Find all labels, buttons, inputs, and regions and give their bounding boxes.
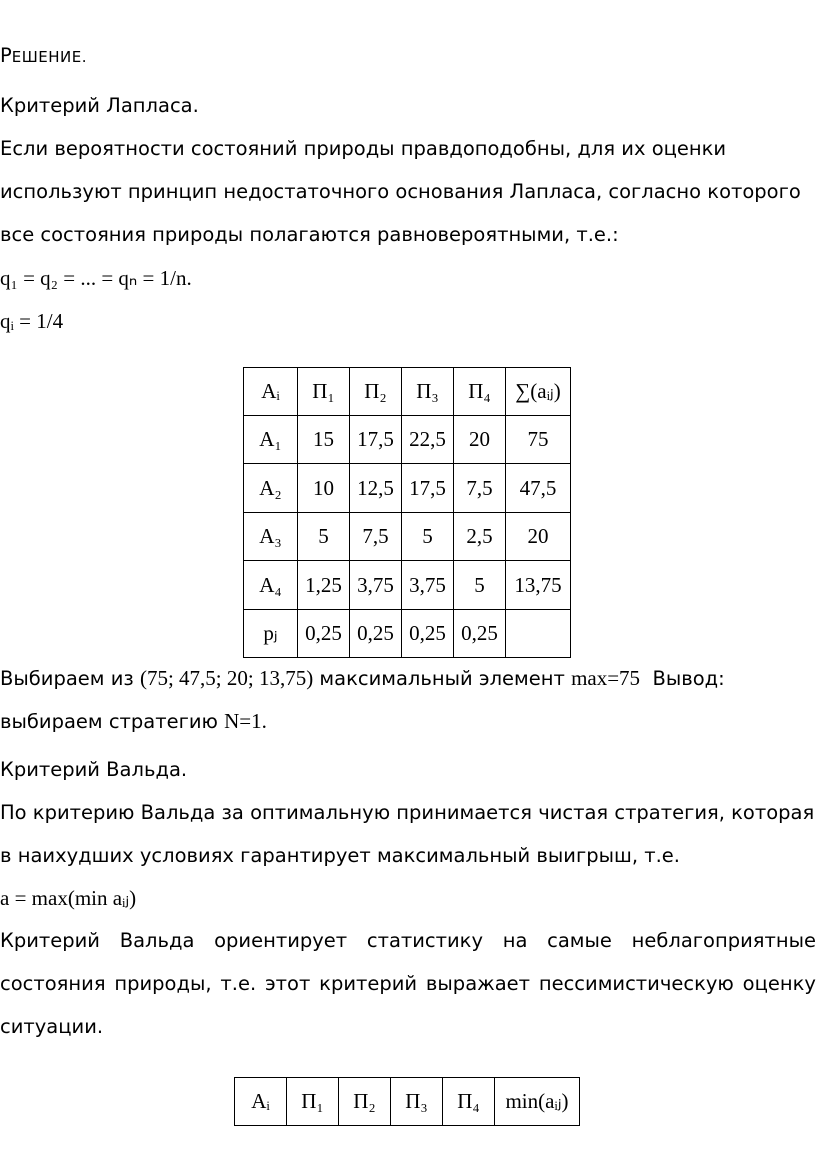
conclusion-strategy: N=1. (224, 709, 267, 733)
word: т.е. (220, 972, 257, 995)
header-cell-state-2: П₂ (350, 368, 402, 416)
wald-title: Критерий Вальда. (0, 758, 188, 781)
table-row (244, 416, 571, 464)
table-cell: 3,75 (402, 561, 454, 610)
section-heading: РЕШЕНИЕ. (0, 44, 88, 67)
choice-values: (75; 47,5; 20; 13,75) (139, 666, 314, 690)
table-cell: 17,5 (402, 464, 454, 513)
wald-formula: a = max(min aᵢⱼ) (0, 886, 137, 910)
table-cell: 12,5 (350, 464, 402, 513)
table-row (244, 561, 571, 610)
header-cell-state-1: П₁ (287, 1078, 339, 1126)
word: на (502, 929, 528, 952)
choice-text-a: Выбираем из (0, 667, 134, 690)
header-cell-state-4: П₄ (454, 368, 506, 416)
laplace-title: Критерий Лапласа. (0, 94, 199, 117)
laplace-table (243, 367, 571, 658)
header-cell-state-4: П₄ (443, 1078, 495, 1126)
row-label-cell: pⱼ (244, 610, 298, 658)
header-cell-state-2: П₂ (339, 1078, 391, 1126)
wald-table-header-row (235, 1078, 580, 1126)
header-cell-min: min(aᵢⱼ) (495, 1078, 580, 1126)
word: неблагоприятные (631, 929, 816, 952)
table-cell: 0,25 (298, 610, 350, 658)
table-cell: 47,5 (506, 464, 571, 513)
conclusion-text: выбираем стратегию (0, 710, 218, 733)
word: оценку (742, 972, 816, 995)
header-cell-sum: ∑(aᵢⱼ) (506, 368, 571, 416)
table-cell: 75 (506, 416, 571, 464)
table-row (244, 513, 571, 561)
wald-table (234, 1077, 580, 1126)
table-cell: 10 (298, 464, 350, 513)
header-cell-alternative: Aᵢ (235, 1078, 287, 1126)
word: этот (264, 972, 311, 995)
table-cell: 7,5 (454, 464, 506, 513)
word: выражает (425, 972, 531, 995)
word: самые (547, 929, 612, 952)
wald-para2-line-3: ситуации. (0, 1015, 104, 1038)
wald-para-line-2: в наихудших условиях гарантирует максимальный выигрыш, т.е. (0, 844, 680, 867)
table-cell: 5 (454, 561, 506, 610)
wald-para2-line-1 (0, 929, 816, 952)
wald-para-line-1: По критерию Вальда за оптимальную принимается чистая стратегия, которая (0, 801, 815, 824)
table-row (244, 610, 571, 658)
table-cell: 20 (506, 513, 571, 561)
table-cell: 1,25 (298, 561, 350, 610)
table-cell: 15 (298, 416, 350, 464)
table-cell: 17,5 (350, 416, 402, 464)
row-label-cell: A₃ (244, 513, 298, 561)
word: ориентирует (214, 929, 348, 952)
header-cell-alternative: Aᵢ (244, 368, 298, 416)
laplace-para-line-2: используют принцип недостаточного основания Лапласа, согласно которого (0, 180, 801, 203)
row-label-cell: A₁ (244, 416, 298, 464)
wald-para2-line-2 (0, 972, 816, 995)
word: Критерий (0, 929, 100, 952)
choice-max-value: max=75 (571, 666, 641, 690)
header-cell-state-1: П₁ (298, 368, 350, 416)
word: состояния (0, 972, 106, 995)
table-cell (506, 610, 571, 658)
word: пессимистическую (538, 972, 734, 995)
laplace-table-header-row (244, 368, 571, 416)
table-cell: 13,75 (506, 561, 571, 610)
choice-text-c: максимальный элемент (319, 667, 565, 690)
header-cell-state-3: П₃ (391, 1078, 443, 1126)
table-cell: 5 (298, 513, 350, 561)
table-cell: 0,25 (350, 610, 402, 658)
table-cell: 5 (402, 513, 454, 561)
word: статистику (366, 929, 483, 952)
table-row (244, 464, 571, 513)
header-cell-state-3: П₃ (402, 368, 454, 416)
laplace-conclusion-line (0, 709, 267, 734)
laplace-formula-equal-probability: q₁ = q₂ = ... = qₙ = 1/n. (0, 266, 192, 290)
laplace-choice-line (0, 666, 725, 691)
word: Вальда (119, 929, 195, 952)
table-cell: 7,5 (350, 513, 402, 561)
word: критерий (319, 972, 418, 995)
word: природы, (114, 972, 212, 995)
table-cell: 3,75 (350, 561, 402, 610)
laplace-para-line-1: Если вероятности состояний природы правдоподобны, для их оценки (0, 137, 727, 160)
row-label-cell: A₂ (244, 464, 298, 513)
row-label-cell: A₄ (244, 561, 298, 610)
laplace-formula-qi: qᵢ = 1/4 (0, 309, 64, 333)
laplace-para-line-3: все состояния природы полагаются равновероятными, т.е.: (0, 223, 619, 246)
table-cell: 22,5 (402, 416, 454, 464)
table-cell: 0,25 (454, 610, 506, 658)
table-cell: 2,5 (454, 513, 506, 561)
choice-conclusion-label: Вывод: (652, 667, 725, 690)
table-cell: 0,25 (402, 610, 454, 658)
table-cell: 20 (454, 416, 506, 464)
